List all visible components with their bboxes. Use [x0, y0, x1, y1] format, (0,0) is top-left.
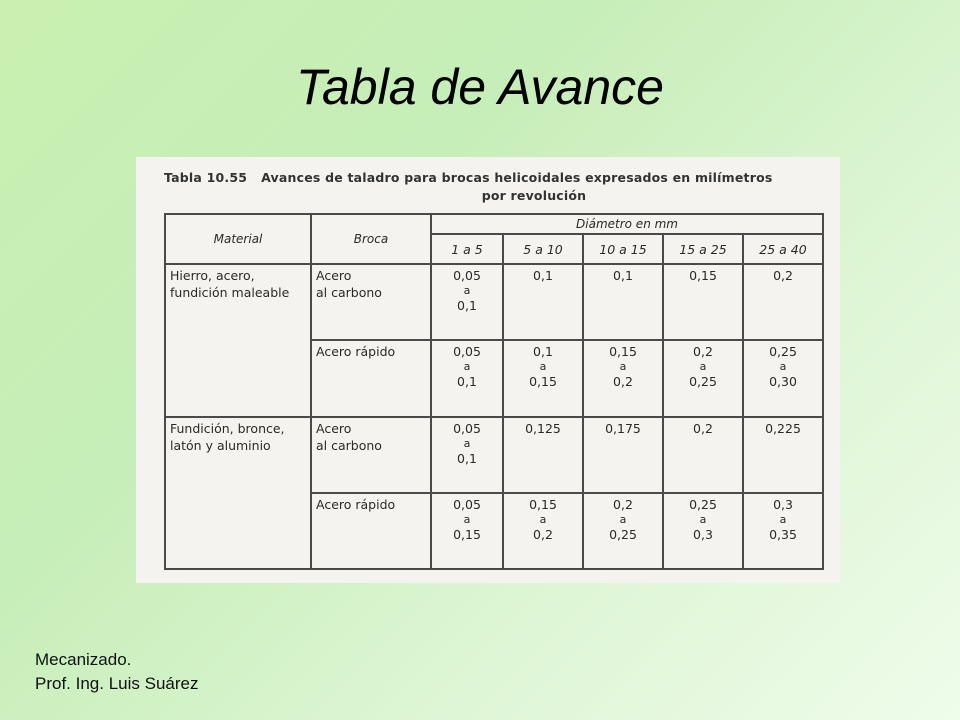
feed-value: 0,1	[457, 298, 477, 313]
feed-value-cell	[743, 340, 823, 416]
material-text: fundición maleable	[170, 285, 290, 300]
material-text: Fundición, bronce,	[170, 420, 285, 436]
feed-value: 0,3	[773, 496, 793, 512]
feed-value: 0,25	[609, 526, 637, 542]
header-range-2: 5 a 10	[503, 234, 583, 264]
footer-course: Mecanizado.	[35, 650, 132, 669]
feed-value: a	[539, 360, 547, 374]
feed-value-cell	[503, 264, 583, 340]
header-range-3: 10 a 15	[583, 234, 663, 264]
feed-value: 0,2	[693, 344, 713, 360]
header-broca: Broca	[311, 214, 431, 264]
feed-value: 0,05	[453, 496, 481, 512]
broca-cell	[311, 493, 431, 569]
feed-value: 0,1	[533, 344, 553, 360]
broca-text: Acero rápido	[316, 496, 396, 512]
scanned-table-image	[136, 157, 840, 583]
feed-value: a	[779, 512, 787, 526]
header-range-4: 15 a 25	[663, 234, 743, 264]
material-text: Hierro, acero,	[170, 268, 255, 283]
feed-value-cell	[503, 417, 583, 493]
feed-value: 0,3	[693, 526, 713, 542]
feed-value-cell	[583, 264, 663, 340]
feed-value: a	[619, 360, 627, 374]
feed-value: 0,2	[693, 420, 713, 436]
feed-value-cell	[583, 340, 663, 416]
feed-value: 0,175	[605, 420, 641, 436]
table-row	[165, 264, 823, 340]
feed-value: 0,15	[529, 496, 557, 512]
slide-title: Tabla de Avance	[296, 59, 664, 115]
broca-text: Acero rápido	[316, 344, 396, 360]
broca-text: al carbono	[316, 285, 382, 300]
table-row	[165, 417, 823, 493]
feed-rate-table	[164, 213, 824, 570]
table-caption-line1: Avances de taladro para brocas helicoidales expresados en milímetros	[261, 170, 773, 185]
feed-value-cell	[503, 340, 583, 416]
feed-value: 0,25	[769, 344, 797, 360]
feed-value: 0,2	[533, 526, 553, 542]
feed-value-cell	[663, 264, 743, 340]
material-text: latón y aluminio	[170, 437, 271, 453]
feed-value: 0,1	[533, 268, 553, 283]
header-material: Material	[165, 214, 311, 264]
table-number: Tabla 10.55	[164, 170, 248, 185]
feed-value-cell	[743, 493, 823, 569]
header-range-5: 25 a 40	[743, 234, 823, 264]
feed-value: 0,2	[773, 268, 793, 283]
feed-value-cell	[663, 340, 743, 416]
broca-cell	[311, 264, 431, 340]
feed-value-cell	[583, 493, 663, 569]
feed-value: a	[699, 512, 707, 526]
broca-text: Acero	[316, 268, 352, 283]
feed-value: a	[619, 512, 627, 526]
feed-value: 0,25	[689, 374, 717, 390]
header-range-1: 1 a 5	[431, 234, 503, 264]
feed-value: 0,2	[613, 374, 633, 390]
material-cell	[165, 264, 311, 417]
feed-value-cell	[743, 417, 823, 493]
feed-value: a	[779, 360, 787, 374]
feed-value-cell	[431, 417, 503, 493]
feed-value-cell	[431, 264, 503, 340]
feed-value: a	[539, 512, 547, 526]
feed-value: 0,225	[765, 420, 801, 436]
feed-value: a	[699, 360, 707, 374]
feed-value: 0,05	[453, 268, 481, 283]
feed-value: 0,1	[613, 268, 633, 283]
feed-value: 0,30	[769, 374, 797, 390]
feed-value: 0,1	[457, 374, 477, 390]
feed-value-cell	[431, 340, 503, 416]
table-caption	[164, 169, 834, 205]
feed-value: 0,05	[453, 420, 481, 436]
table-caption-line2: por revolución	[481, 188, 587, 203]
broca-cell	[311, 417, 431, 493]
feed-value: a	[463, 512, 471, 526]
feed-value: 0,05	[453, 344, 481, 360]
broca-text: Acero	[316, 420, 352, 436]
feed-value: 0,15	[609, 344, 637, 360]
broca-text: al carbono	[316, 437, 382, 453]
feed-value: 0,1	[457, 450, 477, 466]
feed-value: a	[463, 284, 471, 297]
feed-value: a	[463, 360, 471, 374]
feed-value-cell	[503, 493, 583, 569]
feed-value: 0,25	[689, 496, 717, 512]
feed-value: 0,2	[613, 496, 633, 512]
feed-value: 0,15	[453, 526, 481, 542]
feed-value: 0,15	[689, 268, 717, 283]
footer-author: Prof. Ing. Luis Suárez	[35, 674, 199, 693]
feed-value: 0,125	[525, 420, 561, 436]
feed-value-cell	[663, 493, 743, 569]
feed-value: 0,35	[769, 526, 797, 542]
footer-credits	[35, 648, 198, 696]
feed-value: 0,15	[529, 374, 557, 390]
feed-value-cell	[431, 493, 503, 569]
feed-value-cell	[583, 417, 663, 493]
feed-value-cell	[743, 264, 823, 340]
header-diametro: Diámetro en mm	[431, 214, 823, 234]
feed-value-cell	[663, 417, 743, 493]
broca-cell	[311, 340, 431, 416]
material-cell	[165, 417, 311, 570]
feed-value: a	[463, 436, 471, 450]
